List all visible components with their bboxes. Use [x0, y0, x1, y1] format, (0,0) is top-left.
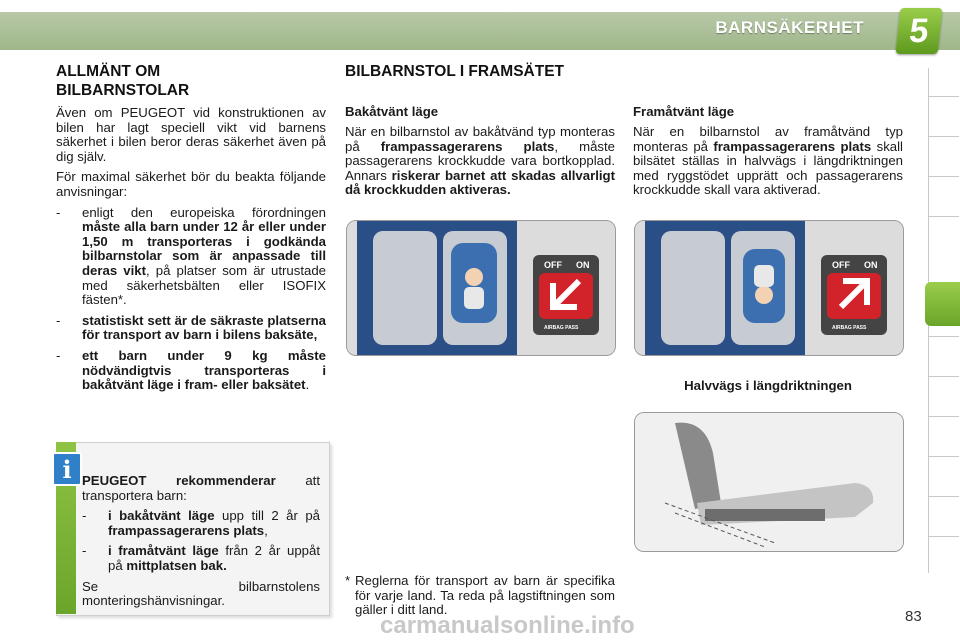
- forward-facing-seat-figure: [634, 220, 904, 356]
- tab-divider: [929, 376, 959, 377]
- tab-divider: [929, 336, 959, 337]
- footnote: * Reglerna för transport av barn är specifika för varje land. Ta reda på lagstiftningen som gäller i ditt land.: [345, 573, 615, 618]
- chapter-title: BARNSÄKERHET: [715, 18, 864, 37]
- svg-text:AIRBAG PASS: AIRBAG PASS: [544, 325, 579, 331]
- tab-divider: [929, 216, 959, 217]
- svg-text:OFF: OFF: [832, 260, 850, 270]
- rear-facing-section: [345, 104, 615, 198]
- svg-text:OFF: OFF: [544, 260, 562, 270]
- forward-facing-text: När en bilbarnstol av framåtvänd typ monteras på frampassagerarens plats skall bilsätet ställas in halvvägs i längdriktningen med ryggstödet upprätt och passagerarens krockkudde skall vara aktiverad.: [633, 124, 903, 198]
- chapter-tab-active[interactable]: [925, 282, 960, 326]
- svg-text:AIRBAG PASS: AIRBAG PASS: [832, 325, 867, 331]
- info-text: PEUGEOT rekommenderar att transportera barn: - i bakåtvänt läge upp till 2 år på frampassagerarens plats, - i framåtvänt läge från 2 år uppåt på mittplatsen bak. Se bilbarnstolens monteringshänvisningar.: [82, 473, 320, 609]
- seat-side-view-illustration: [635, 413, 903, 551]
- svg-text:ON: ON: [864, 260, 878, 270]
- info-list-item: - i framåtvänt läge från 2 år uppåt på mittplatsen bak.: [82, 543, 320, 573]
- watermark: carmanualsonline.info: [380, 612, 635, 639]
- svg-text:ON: ON: [576, 260, 590, 270]
- tab-divider: [929, 136, 959, 137]
- left-body-text: [56, 106, 326, 399]
- page-number: 83: [905, 608, 922, 625]
- info-icon: i: [52, 452, 82, 486]
- tab-divider: [929, 416, 959, 417]
- tab-divider: [929, 456, 959, 457]
- tab-divider: [929, 176, 959, 177]
- car-interior-forward-facing-illustration: [635, 221, 903, 355]
- info-list-item: - i bakåtvänt läge upp till 2 år på frampassagerarens plats,: [82, 508, 320, 538]
- left-section-heading: ALLMÄNT OM BILBARNSTOLAR: [56, 63, 190, 99]
- forward-facing-subheading: Framåtvänt läge: [633, 104, 735, 119]
- list-item: - enligt den europeiska förordningen måste alla barn under 12 år eller under 1,50 m transporteras i godkända bilbarnstolar som är anpassade till deras vikt, på platser som är utrustade med säkerhetsbälten eller ISOFIX fästen*.: [56, 204, 326, 308]
- intro-paragraph: Även om PEUGEOT vid konstruktionen av bilen har lagt speciell vikt vid barnens säkerhet i bilen beror deras säkerhet även på dig själv.: [56, 105, 326, 164]
- seat-adjustment-figure: [634, 412, 904, 552]
- instructions-paragraph: För maximal säkerhet bör du beakta följande anvisningar:: [56, 169, 326, 199]
- car-interior-rear-facing-illustration: [347, 221, 615, 355]
- forward-facing-section: [633, 104, 903, 198]
- list-item: - statistiskt sett är de säkraste platserna för transport av barn i bilens baksäte,: [56, 312, 326, 343]
- list-item: - ett barn under 9 kg måste nödvändigtvis transporteras i bakåtvänt läge i fram- eller baksätet.: [56, 347, 326, 393]
- rear-facing-subheading: Bakåtvänt läge: [345, 104, 439, 119]
- tab-divider: [929, 496, 959, 497]
- middle-section-heading: BILBARNSTOL I FRAMSÄTET: [345, 63, 565, 80]
- seat-position-caption: Halvvägs i längdriktningen: [684, 378, 852, 393]
- tab-divider: [929, 536, 959, 537]
- tab-divider: [929, 96, 959, 97]
- chapter-number-badge: 5: [896, 8, 943, 54]
- rear-facing-seat-figure: [346, 220, 616, 356]
- rear-facing-text: När en bilbarnstol av bakåtvänd typ monteras på frampassagerarens plats, måste passagerarens krockkudde vara bortkopplad. Annars riskerar barnet att skadas allvarligt då krockkudden aktiveras.: [345, 124, 615, 198]
